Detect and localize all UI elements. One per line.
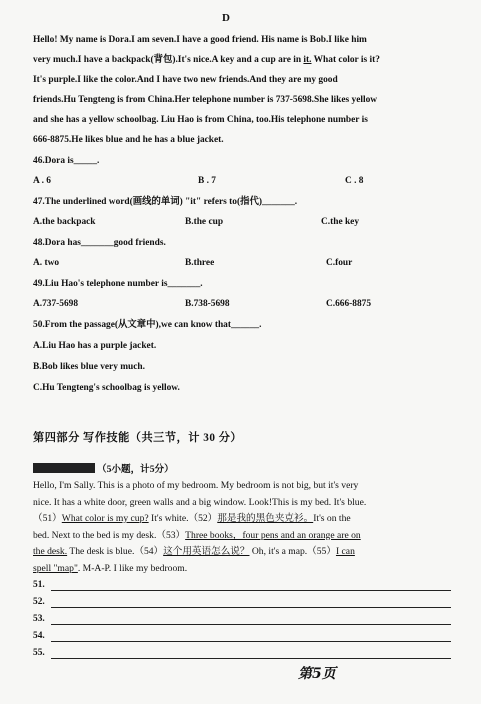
item-53-text-part2: the desk. xyxy=(33,546,68,557)
answer-line-52[interactable] xyxy=(33,597,451,609)
question-48-stem: 48.Dora has_______good friends. xyxy=(33,238,166,248)
translation-line-3-mid: It's white.（52） xyxy=(148,513,218,524)
translation-line-6-end: . M-A-P. I like my bedroom. xyxy=(77,562,188,574)
translation-passage xyxy=(33,478,366,577)
answer-rule xyxy=(51,641,451,642)
item-54-text: 这个用英语怎么说？ xyxy=(163,546,250,557)
item-51-text: What color is my cup? xyxy=(61,513,149,524)
question-50-stem: 50.From the passage(从文章中),we can know that______. xyxy=(33,320,262,330)
passage-line-1: Hello! My name is Dora.I am seven.I have a good friend. His name is Bob.I like him xyxy=(33,35,367,45)
question-46-stem: 46.Dora is_____. xyxy=(33,156,100,166)
answer-line-54[interactable] xyxy=(33,631,451,643)
option-b: B . 7 xyxy=(198,176,216,186)
option-c: C.666-8875 xyxy=(326,299,372,309)
section-title xyxy=(33,461,174,475)
section-letter: D xyxy=(222,12,230,24)
question-49-stem: 49.Liu Hao's telephone number is_______. xyxy=(33,279,203,289)
translation-line-3-end: It's on the xyxy=(313,513,351,524)
item-55-text-part2: spell "map" xyxy=(33,562,78,574)
passage-line-4: friends.Hu Tengteng is from China.Her telephone number is 737-5698.She likes yellow xyxy=(33,95,378,105)
option-a: A . 6 xyxy=(33,176,51,186)
section-title-suffix: （5小题，计5分） xyxy=(97,464,174,475)
answer-rule xyxy=(51,624,451,625)
underlined-it: it. xyxy=(303,55,312,65)
passage-line-5: and she has a yellow schoolbag. Liu Hao is from China, too.His telephone number is xyxy=(33,115,368,125)
translation-line-4-start: bed. Next to the bed is my desk.（53） xyxy=(33,529,186,541)
translation-line-5-mid2: Oh, it's a map.（55） xyxy=(249,546,336,557)
part-title: 第四部分 写作技能（共三节，计 30 分） xyxy=(33,432,243,444)
translation-line-3 xyxy=(33,511,366,528)
passage-line-2-before: very much.I have a backpack(背包).It's nice.A key and a cup are in xyxy=(33,55,304,65)
answer-number: 52. xyxy=(33,597,45,607)
answer-number: 54. xyxy=(33,631,45,641)
translation-line-5-mid: The desk is blue.（54） xyxy=(67,546,164,557)
answer-rule xyxy=(51,607,451,608)
option-c: C . 8 xyxy=(345,176,364,186)
question-50-option-c: C.Hu Tengteng's schoolbag is yellow. xyxy=(33,383,180,393)
question-50-option-b: B.Bob likes blue very much. xyxy=(33,362,145,372)
item-55-text-part1: I can xyxy=(335,546,355,557)
item-51-marker: （51） xyxy=(33,513,62,524)
option-c: C.four xyxy=(326,258,353,268)
answer-line-53[interactable] xyxy=(33,614,451,626)
question-50-option-a: A.Liu Hao has a purple jacket. xyxy=(33,341,157,351)
answer-rule xyxy=(51,658,451,659)
answer-number: 51. xyxy=(33,580,45,590)
answer-number: 55. xyxy=(33,648,45,658)
option-b: B.three xyxy=(185,258,215,268)
passage-line-2-after: What color is it? xyxy=(311,55,380,65)
passage-line-6: 666-8875.He likes blue and he has a blue jacket. xyxy=(33,135,224,145)
translation-line-2: nice. It has a white door, green walls and a big window. Look!This is my bed. It's blue. xyxy=(33,496,367,508)
translation-line-1: Hello, I'm Sally. This is a photo of my bedroom. My bedroom is not big, but it's very xyxy=(33,480,359,491)
option-a: A.737-5698 xyxy=(33,299,79,309)
section-title-smudge xyxy=(33,463,95,473)
question-47-stem: 47.The underlined word(画线的单词) "it" refers to(指代)_______. xyxy=(33,197,298,207)
answer-rule xyxy=(51,590,451,591)
translation-line-4 xyxy=(33,528,366,545)
passage-line-3: It's purple.I like the color.And I have two new friends.And they are my good xyxy=(33,75,338,85)
item-52-text: 那是我的黑色夹克衫。 xyxy=(217,513,314,524)
option-b: B.the cup xyxy=(185,217,224,227)
item-53-text-part1: Three books，four pens and an orange are on xyxy=(185,529,361,541)
translation-line-5 xyxy=(33,544,366,561)
answer-line-51[interactable] xyxy=(33,580,451,592)
option-a: A. two xyxy=(33,258,60,268)
option-b: B.738-5698 xyxy=(185,299,230,309)
answer-line-55[interactable] xyxy=(33,648,451,660)
answer-number: 53. xyxy=(33,614,45,624)
option-c: C.the key xyxy=(321,217,360,227)
passage-line-2 xyxy=(33,50,380,70)
page-number-handwritten: 第5页 xyxy=(298,666,336,682)
option-a: A.the backpack xyxy=(33,217,96,227)
translation-line-6 xyxy=(33,561,366,578)
